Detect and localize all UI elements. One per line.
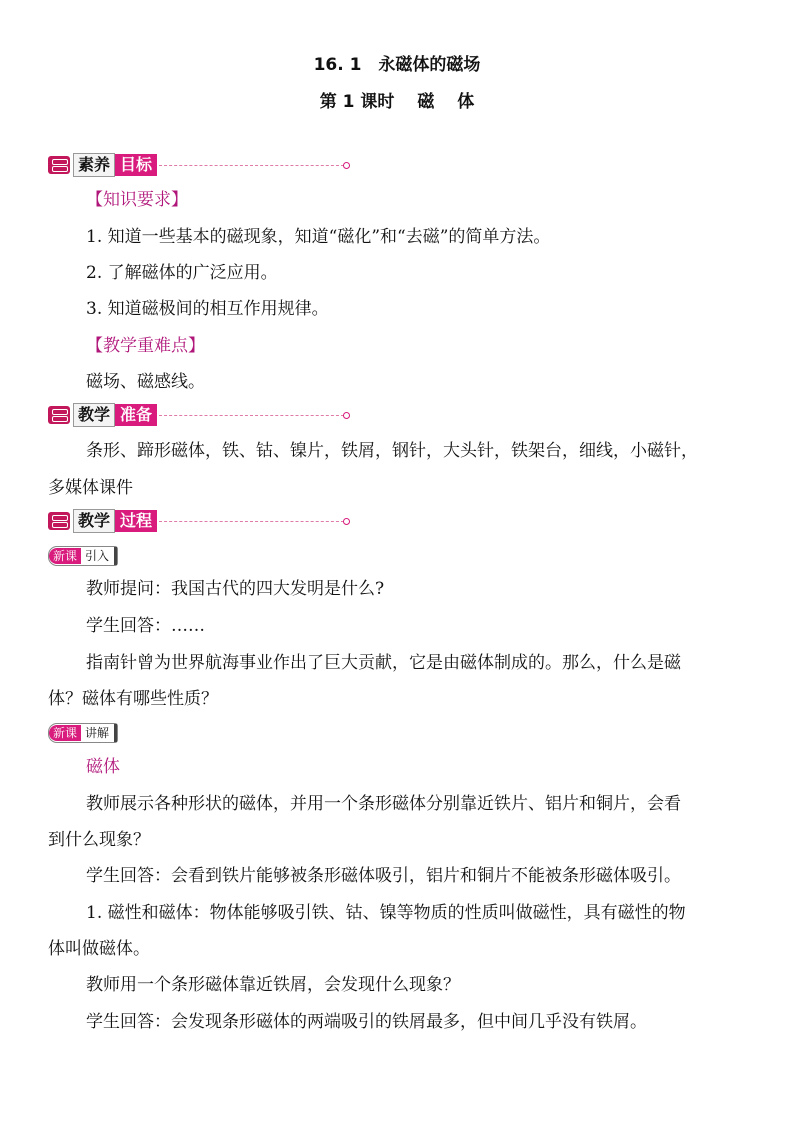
badge-label-a: 新课: [49, 548, 81, 564]
prep-line-1: 条形、蹄形磁体，铁、钴、镍片，铁屑，钢针，大头针，铁架台，细线，小磁针，: [86, 441, 698, 461]
badge-tail: [114, 547, 117, 565]
lesson-subtitle: 第 1 课时 磁 体: [319, 92, 475, 112]
section-label-a: 教学: [73, 403, 115, 427]
definition-line-2: 体叫做磁体。: [48, 939, 150, 959]
teacher-question: 教师提问：我国古代的四大发明是什么?: [86, 579, 385, 599]
teacher-question-2: 教师用一个条形磁体靠近铁屑，会发现什么现象？: [86, 975, 460, 995]
key-points-heading: 【教学重难点】: [86, 336, 205, 356]
lesson-paragraph-line-2: 到什么现象？: [48, 830, 150, 850]
page-title: 16. 1 永磁体的磁场: [313, 55, 481, 75]
badge-tail: [114, 724, 117, 742]
badge-label-a: 新课: [49, 725, 81, 741]
intro-paragraph-line-1: 指南针曾为世界航海事业作出了巨大贡献，它是由磁体制成的。那么，什么是磁: [86, 653, 681, 673]
divider-end-dot: [343, 412, 350, 419]
badge-new-lesson-explain: [48, 723, 118, 743]
lesson-paragraph-line-1: 教师展示各种形状的磁体，并用一个条形磁体分别靠近铁片、铝片和铜片，会看: [86, 794, 681, 814]
books-icon: [48, 406, 70, 424]
books-icon: [48, 156, 70, 174]
goal-item-3: 3. 知道磁极间的相互作用规律。: [86, 299, 329, 319]
divider-end-dot: [343, 518, 350, 525]
badge-new-lesson-intro: [48, 546, 118, 566]
dashed-divider: [159, 521, 344, 522]
definition-line-1: 1. 磁性和磁体：物体能够吸引铁、钴、镍等物质的性质叫做磁性，具有磁性的物: [86, 903, 686, 923]
section-label-a: 教学: [73, 509, 115, 533]
section-header-prep: [48, 403, 350, 427]
goal-item-2: 2. 了解磁体的广泛应用。: [86, 263, 278, 283]
books-icon: [48, 512, 70, 530]
student-answer-3: 学生回答：会发现条形磁体的两端吸引的铁屑最多，但中间几乎没有铁屑。: [86, 1012, 647, 1032]
key-points-text: 磁场、磁感线。: [86, 372, 205, 392]
badge-label-b: 引入: [85, 549, 110, 563]
section-header-process: [48, 509, 350, 533]
section-label-b: 准备: [115, 404, 157, 426]
knowledge-heading: 【知识要求】: [86, 190, 188, 210]
section-header-goals: [48, 153, 350, 177]
dashed-divider: [159, 165, 344, 166]
section-label-a: 素养: [73, 153, 115, 177]
student-answer: 学生回答：……: [86, 616, 205, 636]
topic-heading: 磁体: [86, 757, 120, 777]
section-label-b: 过程: [115, 510, 157, 532]
prep-line-2: 多媒体课件: [48, 478, 133, 498]
section-label-b: 目标: [115, 154, 157, 176]
student-answer-2: 学生回答：会看到铁片能够被条形磁体吸引，铝片和铜片不能被条形磁体吸引。: [86, 866, 681, 886]
dashed-divider: [159, 415, 344, 416]
badge-label-b: 讲解: [85, 726, 110, 740]
goal-item-1: 1. 知道一些基本的磁现象，知道“磁化”和“去磁”的简单方法。: [86, 227, 551, 247]
divider-end-dot: [343, 162, 350, 169]
intro-paragraph-line-2: 体？磁体有哪些性质？: [48, 689, 218, 709]
